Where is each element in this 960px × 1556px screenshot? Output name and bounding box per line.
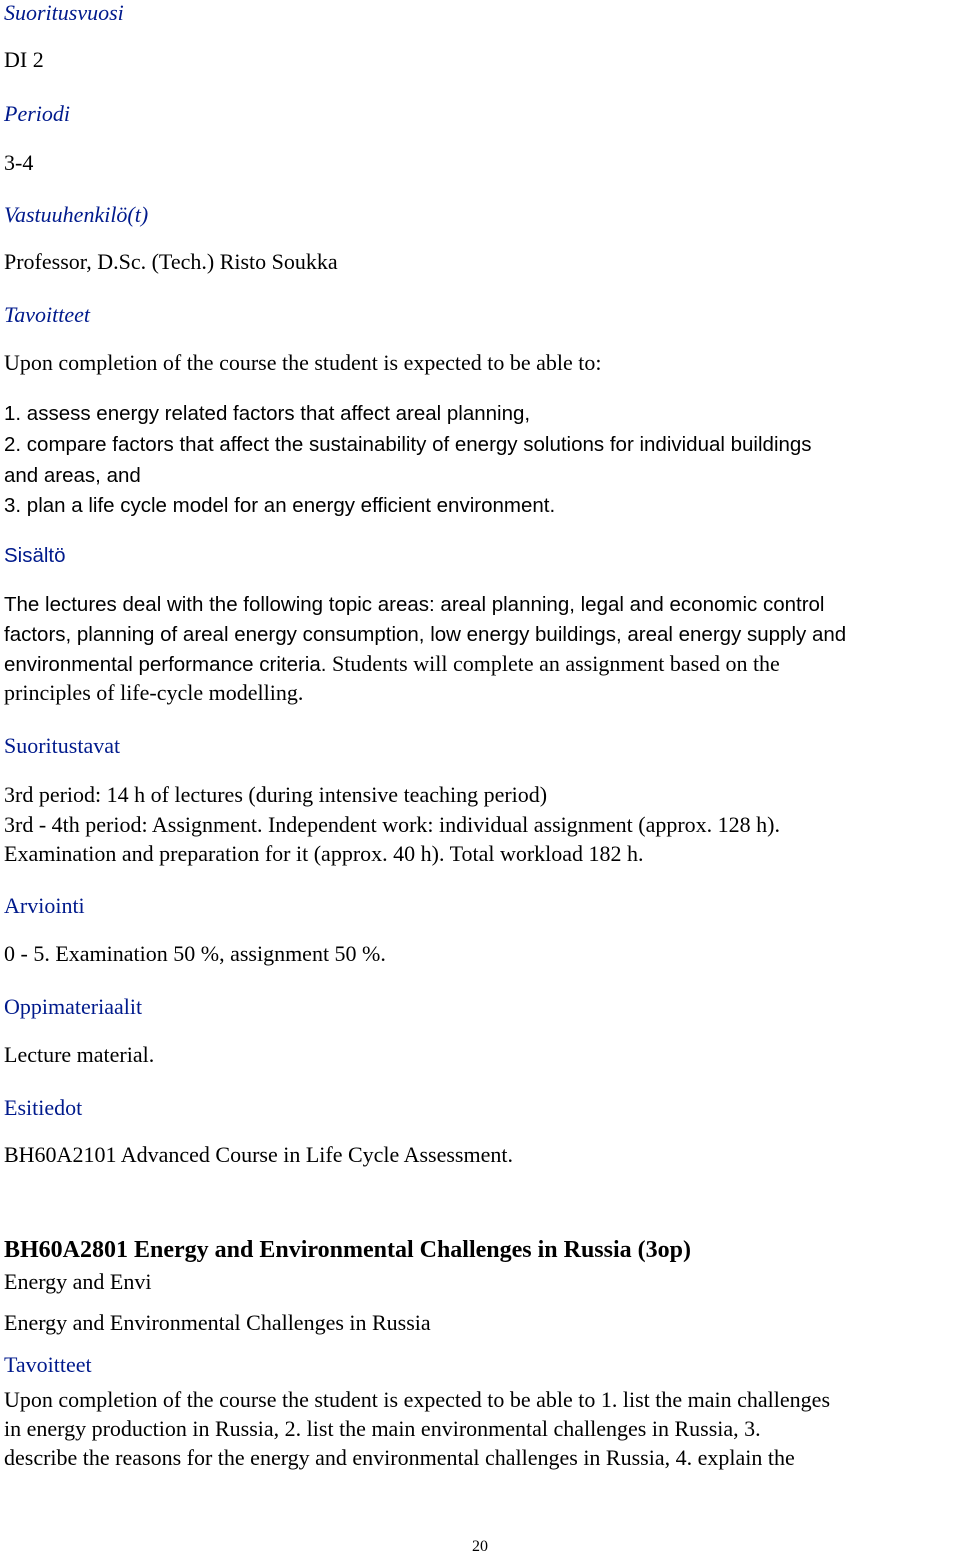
content-line-part: environmental performance criteria.: [4, 653, 327, 676]
objective-item: 1. assess energy related factors that affect areal planning,: [4, 402, 531, 425]
objectives-intro: Upon completion of the course the student is expected to be able to:: [4, 350, 602, 375]
label-sisalto: Sisältö: [4, 544, 66, 567]
responsible-value: Professor, D.Sc. (Tech.) Risto Soukka: [4, 249, 338, 274]
objective-item: 3. plan a life cycle model for an energy efficient environment.: [4, 494, 556, 517]
objectives-line: in energy production in Russia, 2. list the main environmental challenges in Russia, 3.: [4, 1416, 761, 1441]
materials-value: Lecture material.: [4, 1042, 155, 1067]
methods-line: 3rd period: 14 h of lectures (during intensive teaching period): [4, 782, 548, 807]
period-value: 3-4: [4, 150, 34, 175]
label-tavoitteet: Tavoitteet: [4, 302, 90, 327]
objectives-line: Upon completion of the course the student is expected to be able to 1. list the main challenges: [4, 1387, 830, 1412]
label-suoritusvuosi: Suoritusvuosi: [4, 0, 124, 25]
content-line: principles of life-cycle modelling.: [4, 680, 304, 705]
label-periodi: Periodi: [4, 101, 70, 126]
prerequisites-value: BH60A2101 Advanced Course in Life Cycle Assessment.: [4, 1142, 513, 1167]
methods-line: Examination and preparation for it (approx. 40 h). Total workload 182 h.: [4, 841, 644, 866]
objective-item: 2. compare factors that affect the sustainability of energy solutions for individual buildings: [4, 433, 812, 456]
label-arviointi: Arviointi: [4, 893, 85, 918]
label-oppimateriaalit: Oppimateriaalit: [4, 994, 143, 1019]
assessment-value: 0 - 5. Examination 50 %, assignment 50 %.: [4, 941, 386, 966]
label-esitiedot: Esitiedot: [4, 1095, 83, 1120]
content-line: factors, planning of areal energy consumption, low energy buildings, areal energy supply and: [4, 623, 847, 646]
content-line: The lectures deal with the following topic areas: areal planning, legal and economic control: [4, 593, 825, 616]
label-vastuuhenkilo: Vastuuhenkilö(t): [4, 202, 149, 227]
course-short-name: Energy and Envi: [4, 1269, 152, 1294]
content-line-part: Students will complete an assignment based on the: [326, 651, 780, 676]
content-line: [4, 649, 780, 679]
methods-line: 3rd - 4th period: Assignment. Independent work: individual assignment (approx. 128 h).: [4, 812, 780, 837]
label-tavoitteet-2: Tavoitteet: [4, 1352, 92, 1377]
objective-item: and areas, and: [4, 464, 141, 487]
year-value: DI 2: [4, 47, 44, 72]
course-full-name: Energy and Environmental Challenges in Russia: [4, 1310, 431, 1335]
objectives-line: describe the reasons for the energy and environmental challenges in Russia, 4. explain the: [4, 1445, 795, 1470]
label-suoritustavat: Suoritustavat: [4, 733, 121, 758]
course-heading: BH60A2801 Energy and Environmental Challenges in Russia (3op): [4, 1237, 691, 1263]
page-number: 20: [472, 1538, 488, 1555]
